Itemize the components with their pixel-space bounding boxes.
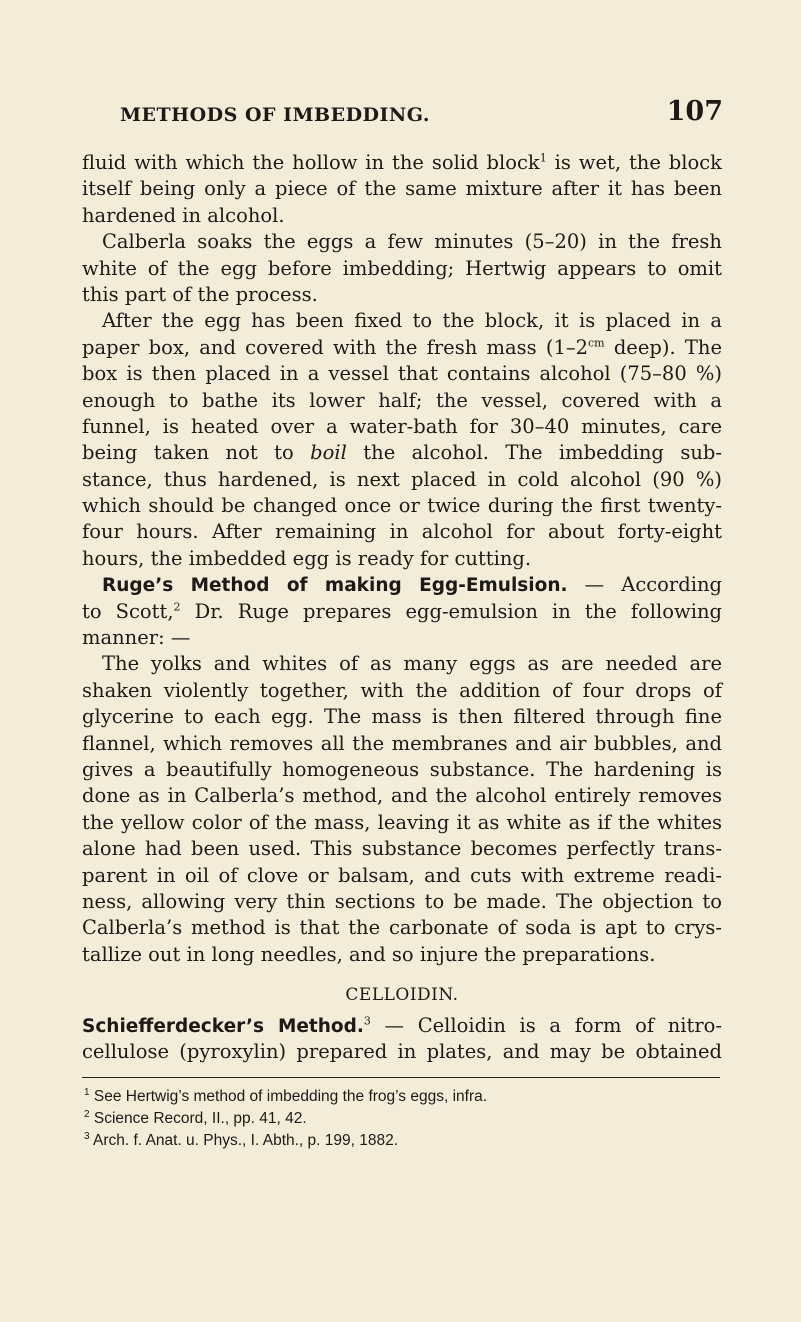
text-line: Calberla soaks the eggs a few minutes (5–20) in the fresh bbox=[102, 230, 722, 254]
footnote: $^1$ See Hertwig’s method of imbedding the frog’s eggs, infra. bbox=[84, 1086, 488, 1105]
footnote-divider bbox=[82, 1077, 720, 1078]
footnotes bbox=[82, 1086, 722, 1152]
text-line: After the egg has been fixed to the block, it is placed in a bbox=[102, 309, 722, 333]
text-line: glycerine to each egg. The mass is then filtered through fine bbox=[82, 705, 722, 729]
text-line: four hours. After remaining in alcohol for about forty-eight bbox=[82, 520, 722, 544]
text-line: hours, the imbedded egg is ready for cutting. bbox=[82, 546, 532, 570]
text-line: parent in oil of clove or balsam, and cuts with extreme readi- bbox=[82, 863, 722, 887]
text-line: box is then placed in a vessel that contains alcohol (75–80 %) bbox=[82, 362, 722, 386]
text-line: ness, allowing very thin sections to be made. The objection to bbox=[82, 889, 722, 913]
text-line: funnel, is heated over a water-bath for 30–40 minutes, care bbox=[82, 414, 722, 438]
body-text bbox=[82, 150, 722, 1065]
footnote-marker: 3 bbox=[363, 1014, 371, 1027]
text-line: fluid with which the hollow in the solid block$^1$ is wet, the block bbox=[82, 151, 722, 174]
text-line: stance, thus hardened, is next placed in cold alcohol (90 %) bbox=[82, 467, 722, 491]
run-in-heading: Schiefferdecker’s Method. bbox=[82, 1015, 364, 1037]
footnote-marker: 1 bbox=[539, 151, 547, 165]
page-number: 107 bbox=[666, 96, 723, 127]
text-line: gives a beautifully homogeneous substance. The hardening is bbox=[82, 757, 722, 781]
running-head: METHODS OF IMBEDDING. bbox=[120, 104, 430, 126]
text-line: done as in Calberla’s method, and the alcohol entirely removes bbox=[82, 784, 722, 808]
run-in-heading: Ruge’s Method of making Egg-Emulsion. bbox=[102, 575, 568, 597]
text-line: the yellow color of the mass, leaving it as white as if the whites bbox=[82, 810, 722, 834]
text-line: manner: — bbox=[82, 626, 191, 650]
text-line: cellulose (pyroxylin) prepared in plates, and may be obtained bbox=[82, 1039, 722, 1063]
text-line: this part of the process. bbox=[82, 282, 318, 306]
text-line: The yolks and whites of as many eggs as are needed are bbox=[102, 652, 722, 676]
text-line: flannel, which removes all the membranes and air bubbles, and bbox=[82, 731, 722, 755]
footnote: $^2$ Science Record, II., pp. 41, 42. bbox=[84, 1108, 307, 1127]
text-line: alone had been used. This substance becomes perfectly trans- bbox=[82, 837, 722, 861]
text-line: tallize out in long needles, and so injure the preparations. bbox=[82, 942, 656, 966]
text-line: hardened in alcohol. bbox=[82, 203, 285, 227]
footnote-marker: 2 bbox=[173, 600, 181, 614]
text-line: Calberla’s method is that the carbonate of soda is apt to crys- bbox=[82, 916, 722, 940]
text-line: being taken not to boil the alcohol. The imbedding sub- bbox=[82, 441, 722, 465]
text-line: Schiefferdecker’s Method.$^3$ — Celloidin is a form of nitro- bbox=[82, 1013, 722, 1037]
section-heading: CELLOIDIN. bbox=[345, 985, 459, 1006]
text-line: paper box, and covered with the fresh mass ($1-2^{cm}$ deep). The bbox=[82, 335, 722, 359]
text-line: white of the egg before imbedding; Hertwig appears to omit bbox=[82, 256, 722, 280]
page-header bbox=[120, 96, 723, 136]
text-line: shaken violently together, with the addition of four drops of bbox=[82, 678, 722, 702]
text-line: which should be changed once or twice during the first twenty- bbox=[82, 494, 722, 518]
emphasis: boil bbox=[310, 441, 347, 465]
footnote: $^3$ Arch. f. Anat. u. Phys., I. Abth., p. 199, 1882. bbox=[84, 1130, 399, 1149]
text-line: Ruge’s Method of making Egg-Emulsion. — According bbox=[102, 573, 722, 597]
text-line: itself being only a piece of the same mixture after it has been bbox=[82, 177, 722, 201]
text-line: enough to bathe its lower half; the vessel, covered with a bbox=[82, 388, 722, 412]
text-line: to Scott,$^2$ Dr. Ruge prepares egg-emulsion in the following bbox=[82, 599, 722, 623]
